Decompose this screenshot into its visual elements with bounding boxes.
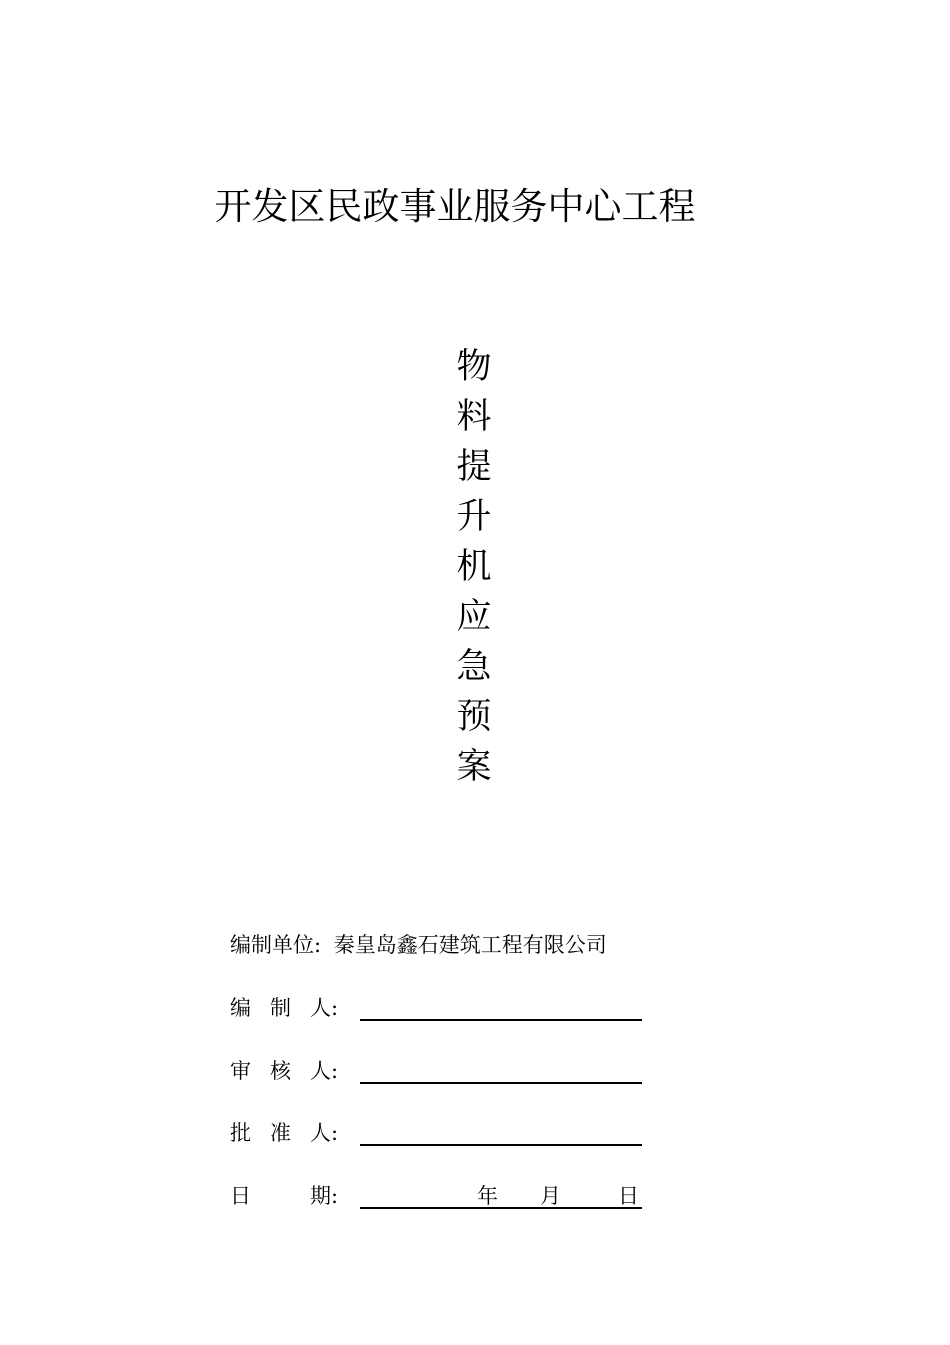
- editor-signature-line: [360, 1019, 642, 1021]
- date-line: [360, 1207, 642, 1209]
- document-title-vertical: [452, 342, 496, 792]
- approver-signature-line: [360, 1144, 642, 1146]
- date-colon: :: [331, 1184, 339, 1208]
- editor-label-char: 制: [270, 996, 291, 1020]
- editor-label: [230, 993, 340, 1023]
- date-label-char: 期: [310, 1184, 331, 1208]
- compiling-unit-label: 编制单位: [230, 933, 314, 957]
- compiling-unit-colon: :: [314, 933, 322, 957]
- approver-label-char: 准: [270, 1121, 291, 1145]
- date-day-label: 日: [618, 1184, 639, 1208]
- reviewer-label-char: 审: [230, 1059, 251, 1083]
- approver-label-char: 人: [310, 1121, 331, 1145]
- project-title: 开发区民政事业服务中心工程: [214, 185, 696, 228]
- title-char: 急: [456, 647, 492, 687]
- date-month-label: 月: [540, 1184, 561, 1208]
- approver-row: [230, 1118, 340, 1148]
- reviewer-label: [230, 1056, 340, 1086]
- editor-colon: :: [331, 996, 339, 1020]
- reviewer-label-char: 人: [310, 1059, 331, 1083]
- date-label-char: 日: [230, 1184, 251, 1208]
- approver-colon: :: [331, 1121, 339, 1145]
- reviewer-row: [230, 1056, 340, 1086]
- editor-label-char: 编: [230, 996, 251, 1020]
- title-char: 物: [456, 347, 492, 387]
- title-char: 案: [456, 747, 492, 787]
- date-row: [230, 1181, 639, 1211]
- title-char: 机: [456, 547, 492, 587]
- title-char: 提: [456, 447, 492, 487]
- editor-row: [230, 993, 340, 1023]
- reviewer-colon: :: [331, 1059, 339, 1083]
- reviewer-signature-line: [360, 1082, 642, 1084]
- compiling-unit-row: [230, 930, 607, 960]
- date-year-label: 年: [477, 1184, 498, 1208]
- compiling-unit-value: 秦皇岛鑫石建筑工程有限公司: [333, 933, 607, 957]
- reviewer-label-char: 核: [270, 1059, 291, 1083]
- title-char: 应: [456, 597, 492, 637]
- editor-label-char: 人: [310, 996, 331, 1020]
- title-char: 预: [456, 697, 492, 737]
- title-char: 料: [456, 397, 492, 437]
- approver-label: [230, 1118, 340, 1148]
- title-char: 升: [456, 497, 492, 537]
- date-label: [230, 1181, 340, 1211]
- approver-label-char: 批: [230, 1121, 251, 1145]
